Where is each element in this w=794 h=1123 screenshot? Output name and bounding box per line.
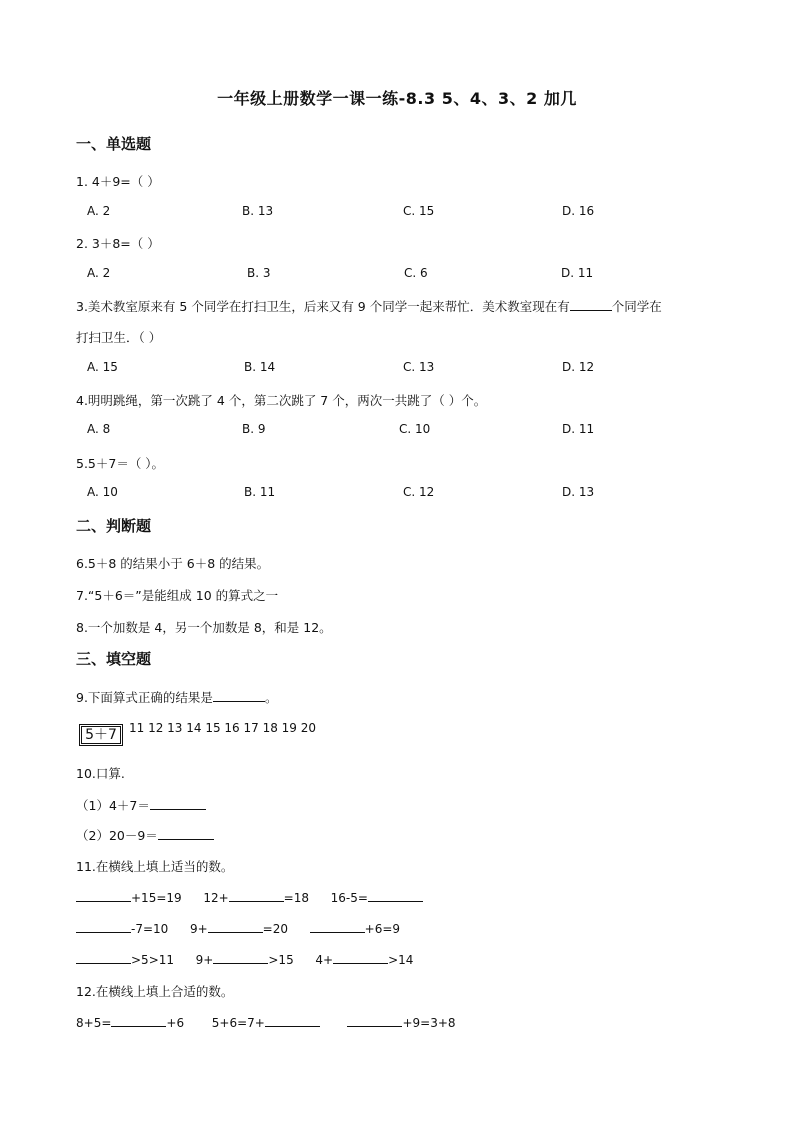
option-c[interactable]: C. 13 [403,360,435,374]
option-d[interactable]: D. 12 [562,360,595,374]
option-d[interactable]: D. 11 [562,422,595,436]
option-c[interactable]: C. 12 [403,485,435,499]
question-11-row-1 [76,889,423,905]
expr-segment: +9=3+8 [402,1016,456,1030]
question-10-part-2 [76,826,214,844]
question-1-stem: 1. 4＋9=（ ） [76,174,160,189]
option-b[interactable]: B. 11 [244,485,276,499]
answer-blank[interactable] [310,920,365,933]
expr-segment: +6=9 [364,922,401,936]
question-2-stem: 2. 3＋8=（ ） [76,236,160,251]
question-8-stem: 8.一个加数是 4，另一个加数是 8，和是 12。 [76,620,332,635]
option-a[interactable]: A. 2 [87,266,111,280]
answer-blank[interactable] [76,889,131,902]
answer-blank[interactable] [150,797,206,810]
expr-segment: >5>11 [131,953,175,967]
answer-blank[interactable] [213,689,265,702]
question-3-stem-line-1 [76,297,662,315]
question-11-row-2 [76,920,400,936]
expr-segment: =20 [262,922,288,936]
question-11-stem: 11.在横线上填上适当的数。 [76,859,234,874]
option-b[interactable]: B. 9 [242,422,266,436]
expr-segment: 4+ [315,953,334,967]
answer-blank[interactable] [76,920,131,933]
answer-blank[interactable] [229,889,284,902]
expr-segment: +6 [166,1016,185,1030]
option-d[interactable]: D. 11 [561,266,594,280]
answer-number-sequence: 11 12 13 14 15 16 17 18 19 20 [129,721,317,735]
page-title: 一年级上册数学一课一练-8.3 5、4、3、2 加几 [217,89,577,108]
option-a[interactable]: A. 10 [87,485,118,499]
option-b[interactable]: B. 14 [244,360,276,374]
question-9-period: 。 [264,690,278,705]
option-b[interactable]: B. 3 [247,266,271,280]
expr-segment: =18 [283,891,309,905]
question-3-text-b: 个同学在 [611,299,662,314]
answer-blank[interactable] [368,889,423,902]
answer-blank[interactable] [265,1014,320,1027]
section-heading-single-choice: 一、单选题 [76,135,152,153]
question-9-stem [76,688,277,706]
expr-segment: >15 [268,953,294,967]
expr-segment: 9+ [189,922,208,936]
answer-blank[interactable] [76,951,131,964]
question-10-stem: 10.口算. [76,766,125,781]
answer-blank[interactable] [570,298,612,311]
expr-segment: 5+6=7+ [211,1016,265,1030]
question-3-stem-line-2: 打扫卫生．（ ） [76,330,162,345]
answer-blank[interactable] [347,1014,402,1027]
question-10-part-2-text: （2）20－9＝ [76,828,158,843]
expr-segment: 12+ [203,891,229,905]
option-d[interactable]: D. 16 [562,204,595,218]
answer-blank[interactable] [158,827,214,840]
question-12-stem: 12.在横线上填上合适的数。 [76,984,234,999]
question-3-text-a: 3.美术教室原来有 5 个同学在打扫卫生，后来又有 9 个同学一起来帮忙．美术教室现在有 [76,299,570,314]
answer-blank[interactable] [213,951,268,964]
question-12-row-1 [76,1014,456,1030]
question-9-text: 9.下面算式正确的结果是 [76,690,213,705]
option-c[interactable]: C. 10 [399,422,431,436]
section-heading-fill-in: 三、填空题 [76,650,152,668]
question-11-row-3 [76,951,413,967]
question-4-stem: 4.明明跳绳，第一次跳了 4 个，第二次跳了 7 个，两次一共跳了（ ）个。 [76,393,487,408]
option-d[interactable]: D. 13 [562,485,595,499]
expr-segment: +15=19 [131,891,182,905]
section-heading-true-false: 二、判断题 [76,517,152,535]
answer-blank[interactable] [111,1014,166,1027]
expr-segment: 9+ [195,953,214,967]
expr-segment: -7=10 [131,922,169,936]
expr-segment: 8+5= [76,1016,112,1030]
option-a[interactable]: A. 2 [87,204,111,218]
expr-segment: >14 [388,953,414,967]
option-c[interactable]: C. 15 [403,204,435,218]
answer-blank[interactable] [208,920,263,933]
option-a[interactable]: A. 15 [87,360,118,374]
option-a[interactable]: A. 8 [87,422,111,436]
question-7-stem: 7.“5＋6＝”是能组成 10 的算式之一 [76,588,279,603]
question-10-part-1 [76,796,206,814]
question-6-stem: 6.5＋8 的结果小于 6＋8 的结果。 [76,556,270,571]
question-5-stem: 5.5＋7＝（ ）。 [76,456,165,471]
answer-blank[interactable] [333,951,388,964]
boxed-expression: 5＋7 [79,724,123,746]
option-b[interactable]: B. 13 [242,204,274,218]
question-10-part-1-text: （1）4＋7＝ [76,798,150,813]
option-c[interactable]: C. 6 [404,266,428,280]
expr-segment: 16-5= [330,891,368,905]
